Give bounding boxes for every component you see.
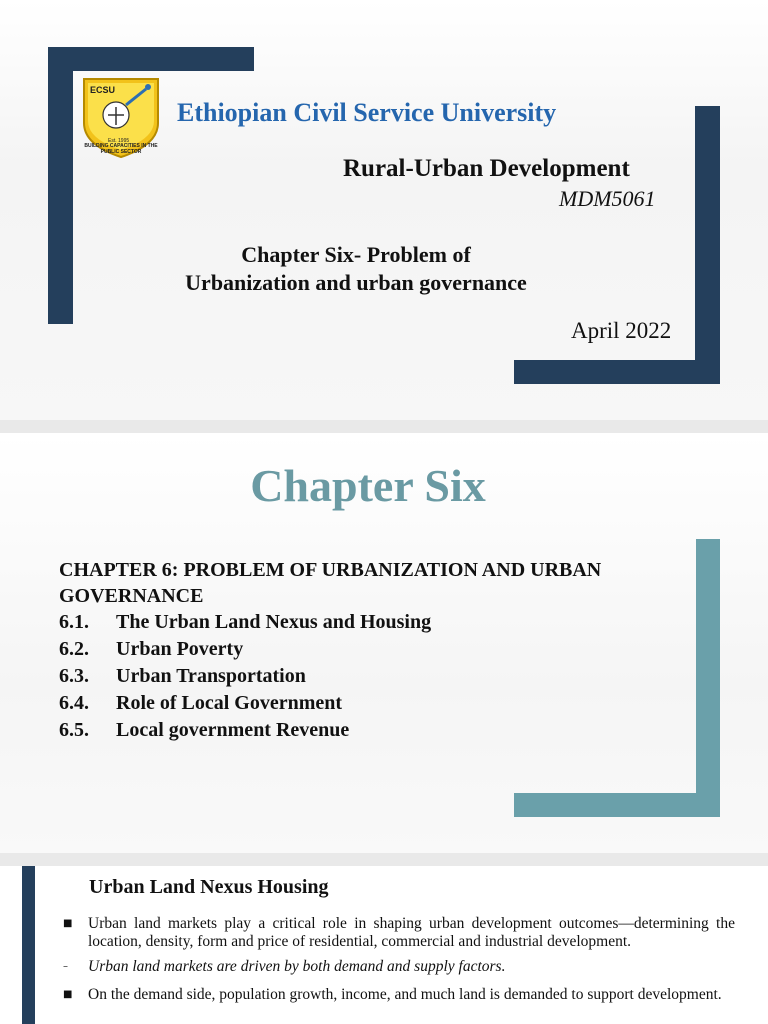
toc-slide: [0, 433, 768, 853]
chapter-title: [0, 241, 712, 297]
chapter-heading: Chapter Six: [250, 460, 486, 511]
title-slide: [0, 0, 768, 420]
frame-top-left-horizontal: [48, 47, 254, 71]
bullet-item: [63, 915, 735, 951]
bullet-item: [63, 986, 735, 1004]
toc-item: [59, 719, 349, 742]
course-title: Rural-Urban Development: [343, 155, 630, 182]
logo-text: ECSU: [90, 85, 116, 95]
dash-bullet-icon: –: [63, 961, 68, 972]
logo-est: Est. 1995: [108, 138, 130, 144]
toc-item-label: Urban Transportation: [116, 665, 306, 687]
toc-item-number: 6.5.: [59, 719, 89, 741]
toc-item-number: 6.2.: [59, 638, 89, 660]
toc-item-label: Local government Revenue: [116, 719, 350, 741]
square-bullet-icon: ■: [63, 918, 73, 929]
toc-item-label: Urban Poverty: [116, 638, 244, 660]
toc-item-number: 6.4.: [59, 692, 89, 714]
toc-item: [59, 638, 243, 661]
frame-right-vertical: [696, 539, 720, 817]
frame-bottom-horizontal: [514, 793, 720, 817]
toc-item-label: The Urban Land Nexus and Housing: [116, 611, 432, 633]
toc-item: [59, 665, 306, 688]
toc-item-number: 6.3.: [59, 665, 89, 687]
slide-title: Urban Land Nexus Housing: [89, 876, 329, 898]
square-bullet-icon: ■: [63, 989, 73, 1000]
bullet-text: Urban land markets are driven by both demand and supply factors.: [88, 958, 506, 975]
bullet-text: On the demand side, population growth, income, and much land is demanded to support development.: [88, 986, 722, 1003]
presentation-date: April 2022: [571, 318, 672, 343]
course-code: MDM5061: [559, 186, 656, 211]
toc-item-number: 6.1.: [59, 611, 89, 633]
sub-bullet-item: [63, 958, 735, 976]
frame-bottom-right-horizontal: [514, 360, 720, 384]
chapter-title-line1: Chapter Six- Problem of: [241, 242, 471, 267]
university-name: Ethiopian Civil Service University: [177, 98, 557, 127]
toc-chapter-title: CHAPTER 6: PROBLEM OF URBANIZATION AND URBAN GOVERNANCE: [59, 559, 602, 607]
frame-left-vertical: [22, 866, 35, 1024]
toc-item-label: Role of Local Government: [116, 692, 343, 714]
chapter-title-line2: Urbanization and urban governance: [185, 270, 527, 295]
toc-item: [59, 611, 431, 634]
bullet-text: Urban land markets play a critical role in shaping urban development outcomes—determining the location, density, form and price of residential, commercial and industrial development.: [88, 915, 735, 950]
logo-caption: BUILDING CAPACITIES IN THE PUBLIC SECTOR: [84, 143, 158, 155]
toc-item: [59, 692, 342, 715]
content-slide: [0, 866, 768, 1024]
